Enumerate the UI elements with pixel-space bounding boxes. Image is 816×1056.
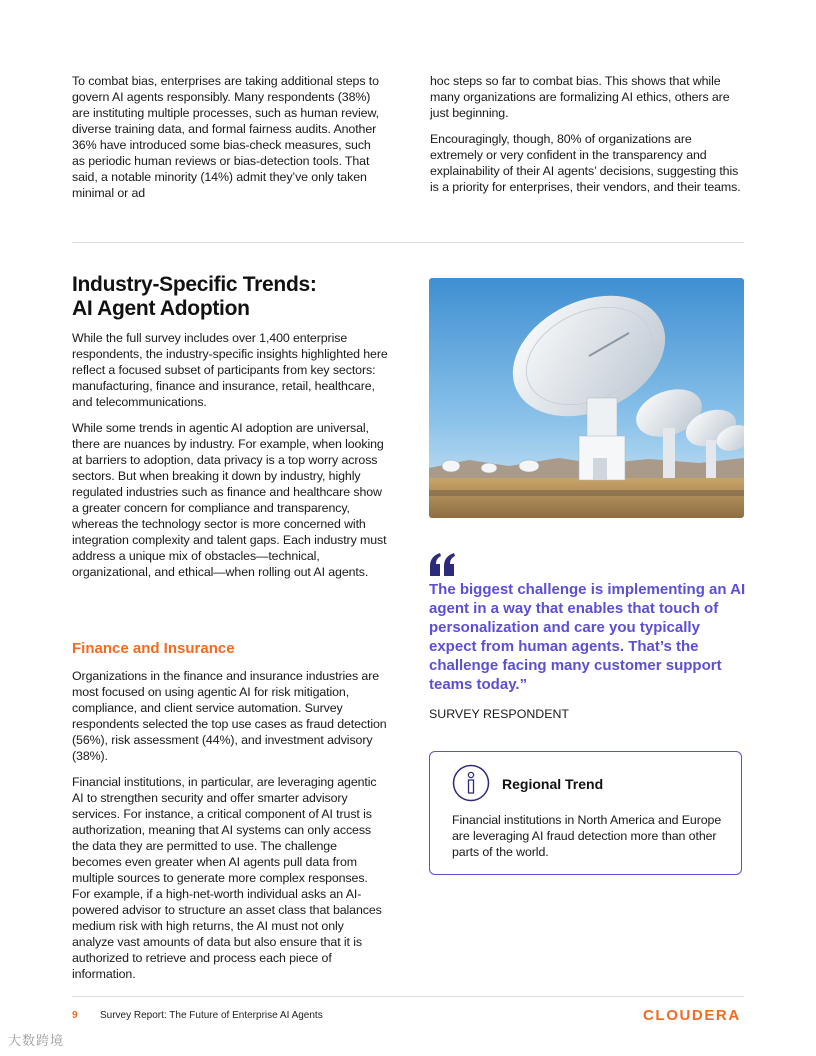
top-right-paragraphs (430, 73, 746, 195)
intro-paragraph: While the full survey includes over 1,400 enterprise respondents, the industry-specific insights highlighted here reflect a focused subset of participants from key sectors: manufacturing, finance and insurance, retail, healthcare, and telecommunications. (72, 331, 388, 409)
watermark: 大数跨境 (8, 1033, 65, 1048)
section-title-line-1: Industry-Specific Trends: (72, 273, 317, 296)
nuances-paragraph: While some trends in agentic AI adoption are universal, there are nuances by industry. For example, when looking at barriers to adoption, data privacy is a top worry across sectors. But when breaking it down by industry, highly regulated industries such as finance and healthcare show a greater concern for compliance and transparency, whereas the technology sector is more concerned with integration complexity and talent gaps. Each industry must address a unique mix of obstacles—technical, organizational, and ethical—when rolling out AI agents. (72, 421, 387, 579)
section-title-line-2: AI Agent Adoption (72, 297, 250, 320)
page-number: 9 (72, 1010, 78, 1021)
bias-continuation-paragraph: hoc steps so far to combat bias. This shows that while many organizations are formalizing AI ethics, others are just beginning. (430, 74, 730, 120)
quote-attribution: SURVEY RESPONDENT (429, 707, 570, 721)
section-intro (72, 330, 388, 580)
info-icon (452, 764, 490, 802)
cloudera-logo: CLOUDERA (643, 1007, 741, 1024)
callout-body: Financial institutions in North America and Europe are leveraging AI fraud detection more than other parts of the world. (452, 813, 722, 859)
finance-paragraph-1: Organizations in the finance and insurance industries are most focused on using agentic AI for risk mitigation, compliance, and client service automation. Survey respondents selected the top use cases as fraud detection (56%), risk assessment (44%), and investment advisory (38%). (72, 669, 387, 763)
top-left-paragraph (72, 73, 384, 201)
regional-trend-callout (429, 751, 742, 875)
pull-quote: The biggest challenge is implementing an AI agent in a way that enables that touch of personalization and care you typically expect from human agents. That’s the challenge facing many customer support teams today.” (429, 581, 746, 693)
footer-divider (72, 996, 744, 997)
finance-body (72, 668, 388, 982)
footer-report-title: Survey Report: The Future of Enterprise AI Agents (100, 1010, 323, 1021)
finance-paragraph-2: Financial institutions, in particular, are leveraging agentic AI to strengthen security and offer smarter advisory services. For instance, a critical component of AI trust is authorization, meaning that AI systems can only access the data they are permitted to use. The challenge becomes even greater when AI agents pull data from multiple sources to generate more complex responses. For example, if a high-net-worth individual asks an AI-powered advisor to structure an asset class that balances medium risk with high returns, the AI must not only analyze vast amounts of data but also ensure that it is authorized to retrieve and process each piece of information. (72, 775, 382, 981)
section-divider (72, 242, 744, 243)
bias-paragraph: To combat bias, enterprises are taking additional steps to govern AI agents responsibly. Many respondents (38%) are instituting multiple processes, such as human review, diverse training data, and formal fairness audits. Another 36% have introduced some bias-check measures, such as periodic human reviews or bias-detection tools. That said, a notable minority (14%) admit they’ve only taken minimal or ad (72, 74, 379, 200)
confidence-paragraph: Encouragingly, though, 80% of organizations are extremely or very confident in the transparency and explainability of their AI agents’ decisions, suggesting this is a priority for enterprises, their vendors, and their teams. (430, 132, 741, 194)
callout-title: Regional Trend (502, 776, 604, 792)
radio-telescope-photo (429, 278, 744, 518)
quote-mark-icon (428, 552, 458, 578)
section-title (72, 273, 392, 321)
finance-heading: Finance and Insurance (72, 640, 235, 657)
